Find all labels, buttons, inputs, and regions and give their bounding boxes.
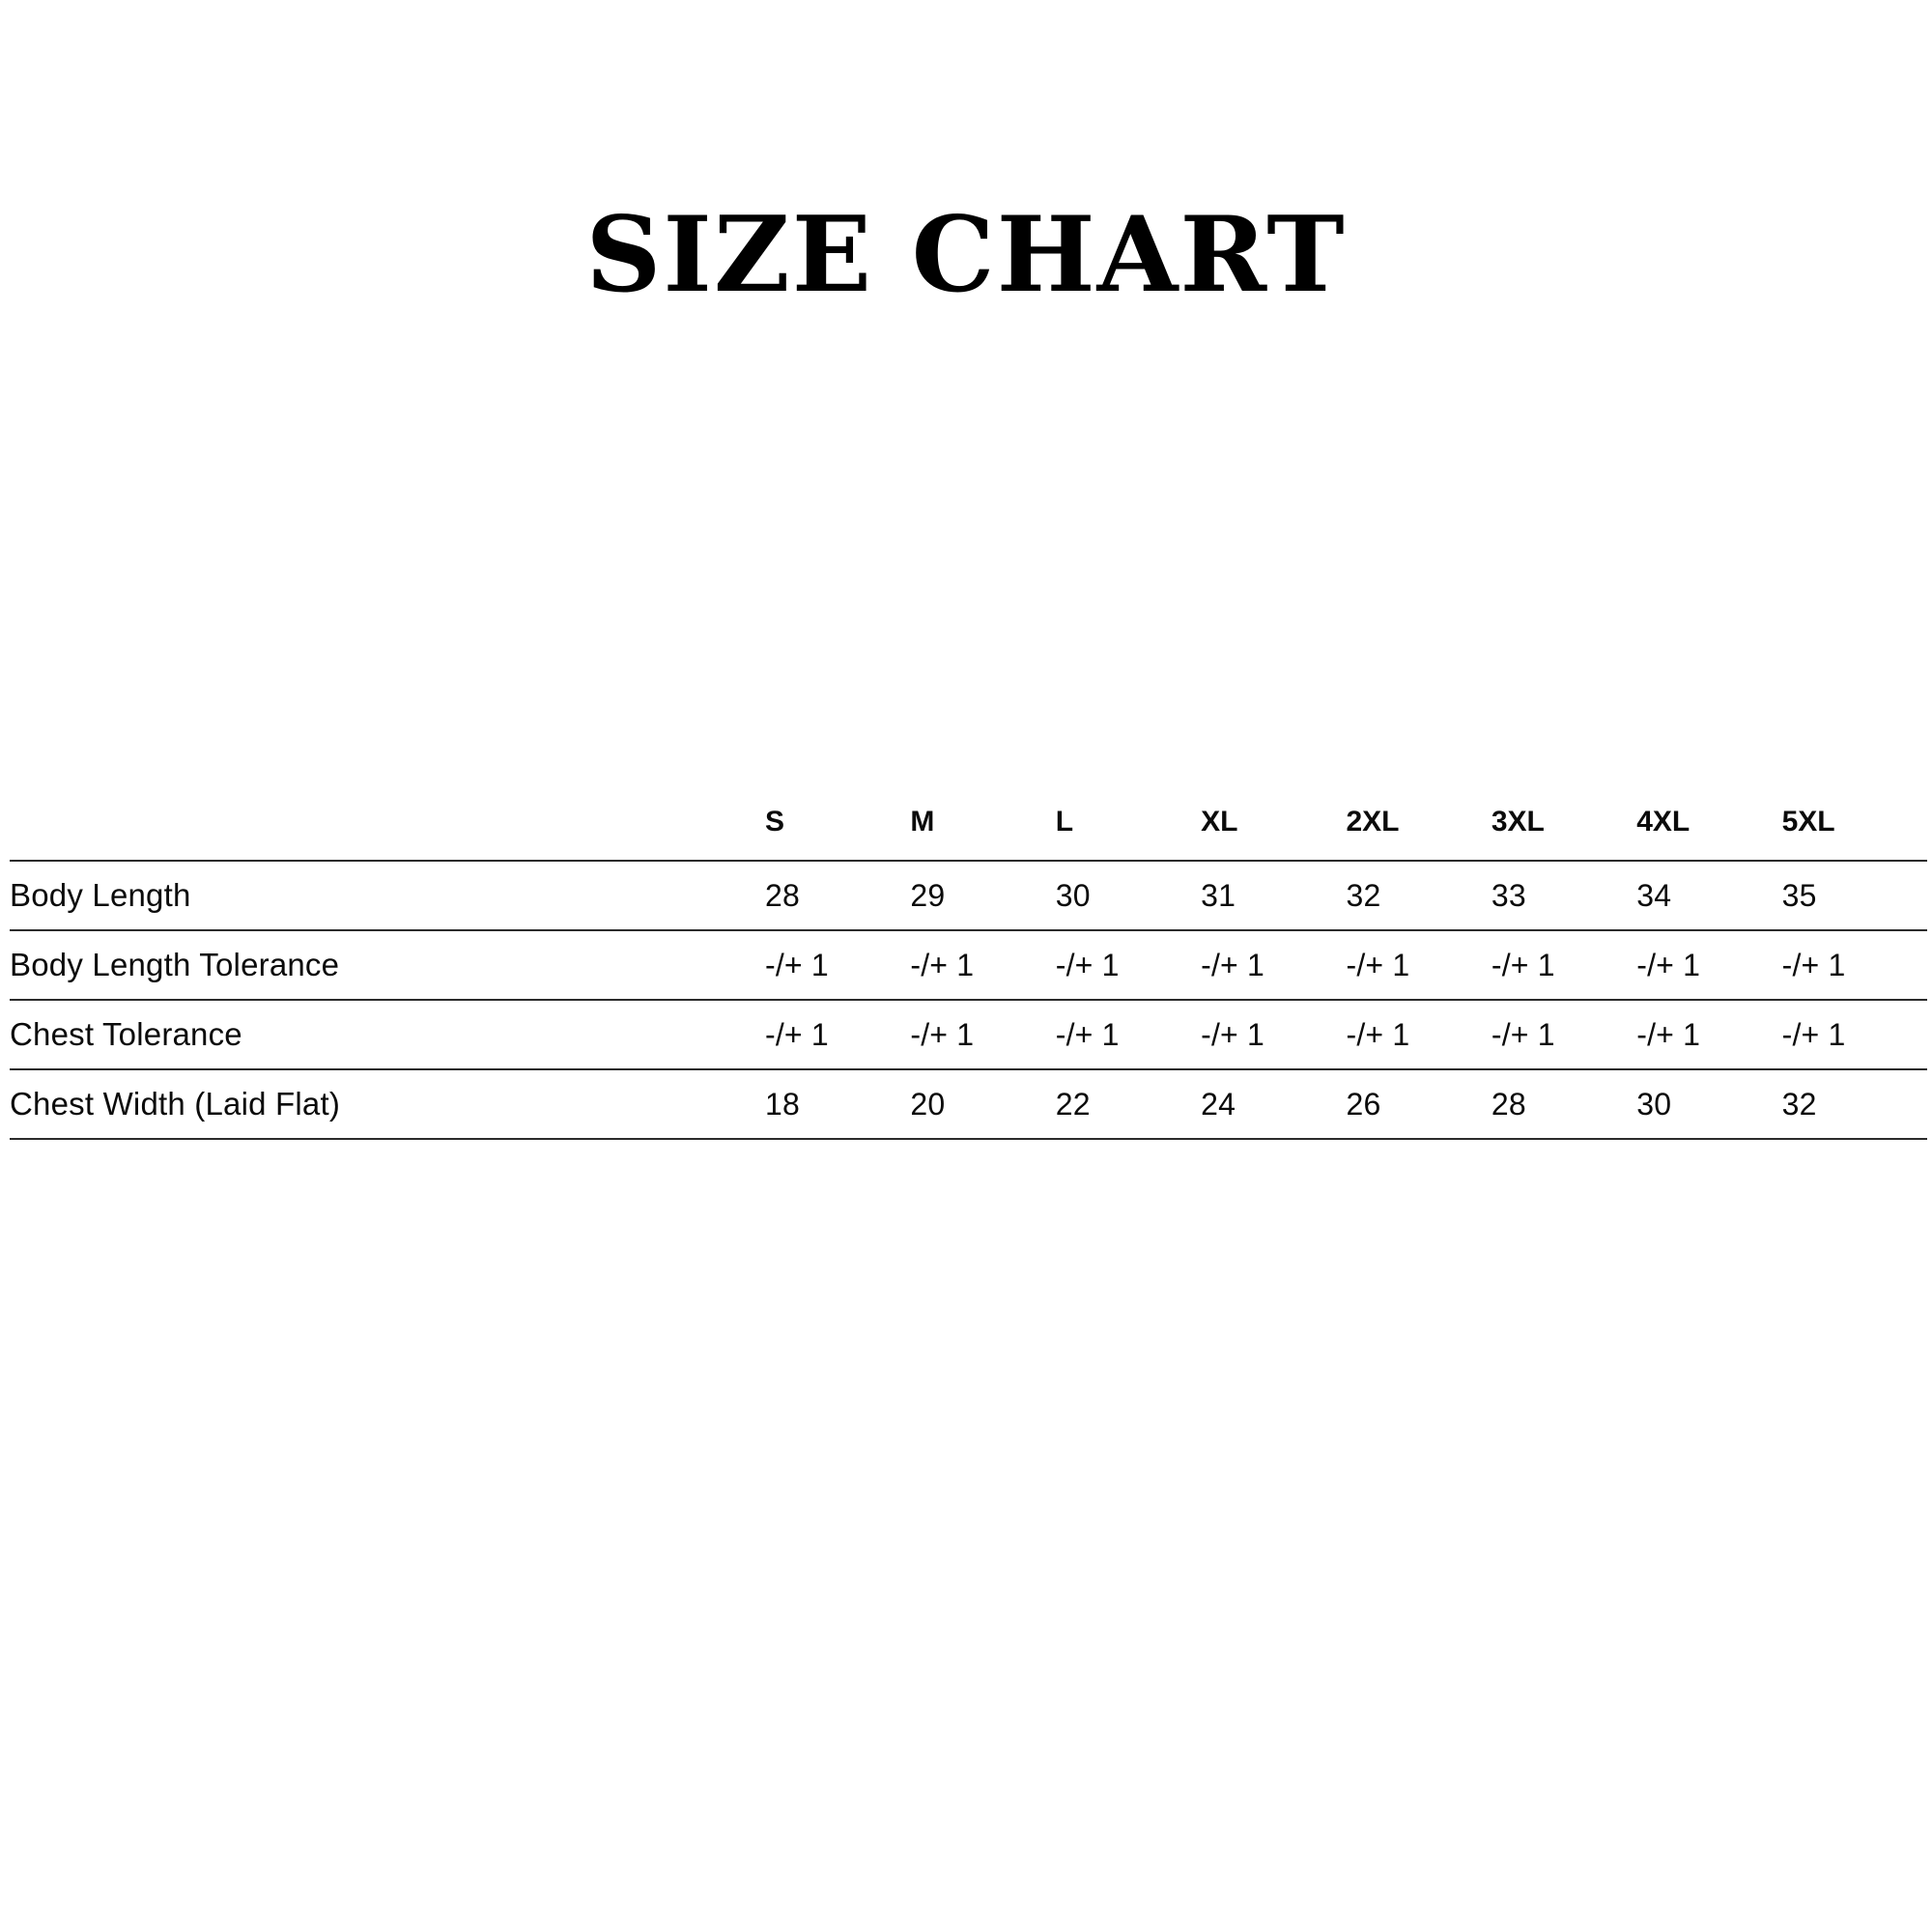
table-body: [10, 861, 1927, 1139]
column-header-measurement: [10, 792, 765, 861]
cell-value: -/+ 1: [1491, 947, 1555, 982]
row-label: Chest Tolerance: [10, 1016, 242, 1052]
table-row: [10, 1069, 1927, 1139]
table-header-row: [10, 792, 1927, 861]
cell-value: -/+ 1: [1491, 1016, 1555, 1052]
cell-value: 33: [1491, 877, 1526, 913]
page-title: SIZE CHART: [585, 194, 1347, 316]
cell-value: -/+ 1: [1636, 947, 1701, 982]
cell-value: 35: [1781, 877, 1817, 913]
cell-value: -/+ 1: [764, 947, 829, 982]
cell-value: -/+ 1: [1781, 1016, 1846, 1052]
cell-value: 32: [1346, 877, 1381, 913]
cell-value: 31: [1201, 877, 1236, 913]
cell-value: 30: [1055, 877, 1091, 913]
column-header-3xl: 3XL: [1491, 806, 1545, 838]
row-label: Body Length Tolerance: [10, 947, 340, 982]
cell-value: 20: [910, 1086, 946, 1122]
cell-value: 29: [910, 877, 946, 913]
size-chart-table-container: [10, 792, 1927, 1140]
cell-value: -/+ 1: [910, 947, 975, 982]
column-header-m: M: [910, 806, 935, 838]
column-header-2xl: 2XL: [1346, 806, 1400, 838]
cell-value: -/+ 1: [1781, 947, 1846, 982]
cell-value: 32: [1781, 1086, 1817, 1122]
cell-value: 22: [1055, 1086, 1091, 1122]
row-label: Body Length: [10, 877, 191, 913]
column-header-4xl: 4XL: [1636, 806, 1690, 838]
cell-value: 34: [1636, 877, 1672, 913]
cell-value: -/+ 1: [1636, 1016, 1701, 1052]
column-header-5xl: 5XL: [1781, 806, 1835, 838]
column-header-s: S: [764, 806, 784, 838]
cell-value: -/+ 1: [1055, 947, 1120, 982]
cell-value: -/+ 1: [910, 1016, 975, 1052]
table-header: [10, 792, 1927, 861]
cell-value: -/+ 1: [1201, 1016, 1265, 1052]
column-header-xl: XL: [1201, 806, 1238, 838]
cell-value: -/+ 1: [1055, 1016, 1120, 1052]
cell-value: 30: [1636, 1086, 1672, 1122]
cell-value: 28: [1491, 1086, 1526, 1122]
cell-value: 18: [764, 1086, 800, 1122]
cell-value: 26: [1346, 1086, 1381, 1122]
cell-value: -/+ 1: [764, 1016, 829, 1052]
table-row: [10, 930, 1927, 1000]
cell-value: 24: [1201, 1086, 1236, 1122]
size-chart-table: [10, 792, 1927, 1140]
column-header-l: L: [1055, 806, 1074, 838]
table-row: [10, 861, 1927, 930]
cell-value: 28: [764, 877, 800, 913]
row-label: Chest Width (Laid Flat): [10, 1086, 341, 1122]
cell-value: -/+ 1: [1346, 1016, 1410, 1052]
cell-value: -/+ 1: [1346, 947, 1410, 982]
table-row: [10, 1000, 1927, 1069]
cell-value: -/+ 1: [1201, 947, 1265, 982]
